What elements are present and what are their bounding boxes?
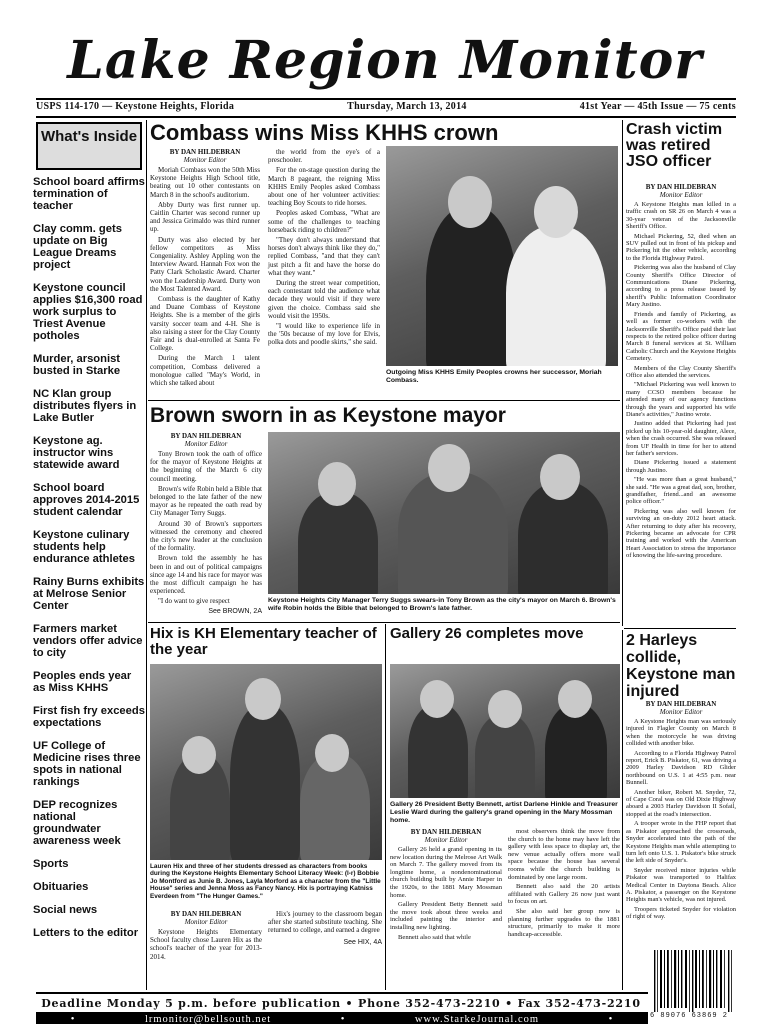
paragraph: "I would like to experience life in the '50s because of my love for Elvis, polka dots and poodle skirts," she said. xyxy=(268,322,380,347)
byline-role: Monitor Editor xyxy=(183,156,227,164)
paragraph: Bennett also said the 20 artists affiliated with Gallery 26 now just want to focus on art. xyxy=(508,883,620,906)
miss-khhs-col2 xyxy=(268,148,380,349)
paragraph: Hix's journey to the classroom began after she started substitute teaching. She returned to college, and earned a degree xyxy=(268,910,382,935)
index-item[interactable]: Letters to the editor xyxy=(33,927,139,939)
paragraph: "He was more than a great husband," she said. "He was a great dad, son, brother, grandfather, friend...and an awesome police officer." xyxy=(626,476,736,506)
index-item[interactable]: Keystone council applies $16,300 road work surplus to Triest Avenue potholes xyxy=(33,282,143,342)
crash-column-rule xyxy=(622,120,623,626)
paragraph: Tony Brown took the oath of office for the mayor of Keystone Heights at the beginning of the March 6 city council meeting. xyxy=(150,450,262,483)
paragraph: Another biker, Robert M. Snyder, 72, of Cape Coral was on Old Dixie Highway aboard a 2003 Harley Davidson II Sofail, stopped at the road's intersection. xyxy=(626,788,736,818)
index-item[interactable]: Clay comm. gets update on Big League Dreams project xyxy=(33,223,122,271)
harleys-top-rule xyxy=(624,628,736,629)
gallery-photo xyxy=(390,664,620,798)
index-item[interactable]: UF College of Medicine rises three spots in national rankings xyxy=(33,740,141,788)
byline: BY DAN HILDEBRAN xyxy=(645,183,717,191)
whats-inside-heading: What's Inside xyxy=(36,122,142,170)
paragraph: Gallery President Betty Bennett said the move took about three weeks and included painting the interior and installing new lighting. xyxy=(390,901,502,931)
hix-photo xyxy=(150,664,382,860)
index-item[interactable]: DEP recognizes national groundwater awareness week xyxy=(33,799,121,847)
index-list xyxy=(33,176,145,950)
paragraph: Keystone Heights Elementary School faculty chose Lauren Hix as the school's teacher of the year for 2013-2014. xyxy=(150,928,262,961)
gallery-caption: Gallery 26 President Betty Bennett, artist Darlene Hinkle and Treasurer Leslie Ward during the gallery's grand opening in the Mary Mossman home. xyxy=(390,801,618,824)
headline-miss-khhs: Combass wins Miss KHHS crown xyxy=(150,120,499,145)
headline-harleys: 2 Harleys collide, Keystone man injured xyxy=(626,632,736,700)
brown-caption: Keystone Heights City Manager Terry Suggs swears-in Tony Brown as the city's mayor on March 6. Brown's wife Robin holds the Bible that belonged to Brown's late father. xyxy=(268,597,616,612)
byline: BY DAN HILDEBRAN xyxy=(645,700,717,708)
paragraph: Members of the Clay County Sheriff's Office also attended the services. xyxy=(626,364,736,379)
paragraph: Brown told the assembly he has been in and out of political campaigns since age 14 and his race for mayor was the most difficult campaign he has experienced. xyxy=(150,554,262,596)
headline-gallery: Gallery 26 completes move xyxy=(390,625,584,642)
see-hix-jump[interactable]: See HIX, 4A xyxy=(343,938,382,946)
paragraph: Diane Pickering issued a statement through Justino. xyxy=(626,459,736,474)
miss-khhs-photo xyxy=(386,146,618,366)
paragraph: Justino added that Pickering had just picked up his 10-year-old daughter, Alece, when the crash occurred. She was released from UF Health in time for her to attend her father's services. xyxy=(626,420,736,457)
headline-crash: Crash victim was retired JSO officer xyxy=(626,121,723,170)
miss-khhs-caption: Outgoing Miss KHHS Emily Peoples crowns her successor, Moriah Combass. xyxy=(386,369,602,384)
paragraph: Pickering was also the husband of Clay County Sheriff's Office Director of Communications Diane Pickering, according to a press release issued by sheriff's Public Information Coordinator Mary Justino. xyxy=(626,264,736,309)
paragraph: During the March 1 talent competition, Combass delivered a monologue called "May's World, in which she talked about xyxy=(150,354,260,388)
byline-role: Monitor Editor xyxy=(184,918,228,926)
headline-brown: Brown sworn in as Keystone mayor xyxy=(150,404,506,427)
harleys-story xyxy=(626,700,736,923)
byline-role: Monitor Editor xyxy=(659,708,703,716)
brown-top-rule xyxy=(148,400,620,401)
gallery-col1 xyxy=(390,828,502,943)
paragraph: Pickering was also well known for surviving an on-duty 2012 heart attack. After returning to duty after his recovery, Pickering became an advocate for CPR training and worked with the American Heart Association to stress the importance of knowing the life-saving procedure. xyxy=(626,507,736,560)
paragraph: Moriah Combass won the 50th Miss Keystone Heights High School title, beating out 10 other contestants on March 8 in the school's auditorium. xyxy=(150,166,260,199)
see-brown-jump[interactable]: See BROWN, 2A xyxy=(208,607,262,615)
index-item[interactable]: Sports xyxy=(33,858,69,870)
footer-contact-bar xyxy=(36,1012,648,1024)
barcode-icon xyxy=(652,950,736,1012)
index-item[interactable]: Peoples ends year as Miss KHHS xyxy=(33,670,132,694)
paragraph: Combass is the daughter of Kathy and Duane Combass of Keystone Heights. She is a member of the girls varsity soccer team and 4-H. She is also raising a steer for the Clay County Fair and is dual-enrolled at Santa Fe College. xyxy=(150,295,260,353)
paragraph: During the street wear competition, each contestant told the audience what decade they would visit if they were given the choice. Combass said she would visit the 1950s. xyxy=(268,279,380,320)
paragraph: She also said her group now is planning further upgrades to the 1881 structure, primarily to make it more handicap-accessible. xyxy=(508,907,620,938)
paragraph: "They don't always understand that horses don't always think like they do," replied Combass, "and that they can't just pitch a fit and have the horse do what they want." xyxy=(268,236,380,277)
index-column-rule xyxy=(146,120,147,990)
masthead-title: Lake Region Monitor xyxy=(67,30,703,91)
paragraph: A Keystone Heights man killed in a traffic crash on SR 26 on March 4 was a 30-year veteran of the Jacksonville Sheriff's Office. xyxy=(626,201,736,231)
brown-story xyxy=(150,432,262,615)
paragraph: According to a Florida Highway Patrol report, Erick B. Piskator, 61, was driving a 2009 Harley Davidson RD Glider northbound on U.S. 1 at 4:55 p.m. near Bunnell. xyxy=(626,749,736,787)
paragraph: Peoples asked Combass, "What are some of the challenges to teaching horseback riding to children?" xyxy=(268,209,380,234)
index-item[interactable]: Murder, arsonist busted in Starke xyxy=(33,353,121,377)
byline-role: Monitor Editor xyxy=(424,836,468,844)
paragraph: "Michael Pickering was well known to many CCSO members because he attended many of our agency functions through the years and supported his wife Diane's activities," Justino wrote. xyxy=(626,381,736,418)
paragraph: Around 30 of Brown's supporters witnessed the ceremony and cheered the city's new leader at the conclusion of the formality. xyxy=(150,519,262,553)
harleys-column-rule xyxy=(622,630,623,990)
gallery-col2 xyxy=(508,828,620,940)
byline: BY DAN HILDEBRAN xyxy=(169,148,241,156)
paragraph: For the on-stage question during the March 8 pageant, the reigning Miss KHHS Emily Peoples asked Combass about one of her volunteer activities: teaching Boy Scouts to ride horses. xyxy=(268,166,380,208)
footer-website[interactable]: www.StarkeJournal.com xyxy=(414,1013,540,1024)
index-item[interactable]: First fish fry exceeds expectations xyxy=(33,705,145,729)
byline: BY DAN HILDEBRAN xyxy=(170,910,242,918)
masthead-rule xyxy=(36,98,736,100)
paragraph: Brown's wife Robin held a Bible that belonged to the late father of the new mayor as he repeated the oath read by City Manager Terry Suggs. xyxy=(150,484,262,518)
index-item[interactable]: NC Klan group distributes flyers in Lake Butler xyxy=(33,388,137,424)
paragraph: Snyder received minor injuries while Piskator was transported to Halifax Medical Center in Daytona Beach. Alice A. Piskator, a passenger on the Keystone Heights man's vehicle, was not injured. xyxy=(626,866,736,904)
footer-deadline: Deadline Monday 5 p.m. before publication • Phone 352-473-2210 • Fax 352-473-2210 xyxy=(41,997,641,1010)
headline-hix: Hix is KH Elementary teacher of the year xyxy=(150,625,377,658)
paragraph: Durty was also elected by her fellow competitors as Miss Congeniality. Ashley Appling won the Interview Award. Hannah Fox won the Patty Clark Scholastic Award. Charter won the Leadership Award. Durty won the Most Talented Award. xyxy=(150,235,260,293)
barcode-number: 6 89076 63869 2 xyxy=(650,1012,729,1020)
info-bar-rule xyxy=(36,116,736,118)
hix-top-rule xyxy=(148,622,620,623)
crash-story xyxy=(626,183,736,562)
paragraph: Troopers ticketed Snyder for violation of right of way. xyxy=(626,905,736,921)
hix-gallery-rule xyxy=(385,624,386,990)
index-item[interactable]: Rainy Burns exhibits at Melrose Senior Center xyxy=(33,576,145,612)
paragraph: A trooper wrote in the FHP report that as Piskator approached the crossroads, Snyder accelerated into the path of the Keystone Heights man while attempting to turn left onto U.S. 1. Piskator's bike struck the left side of Snyder's. xyxy=(626,820,736,865)
bullet-icon: • xyxy=(608,1013,614,1024)
index-item[interactable]: Farmers market vendors offer advice to city xyxy=(33,623,143,659)
paragraph: Friends and family of Pickering, as well as former co-workers with the Jacksonville Sheriff's Office paid their last respects to the retired police officer during March 8 funeral services at St. William Catholic Church and the Keystone Heights Cemetery. xyxy=(626,310,736,363)
paragraph: the world from the eye's of a preschooler. xyxy=(268,148,380,165)
hix-col2 xyxy=(268,910,382,946)
index-item[interactable]: School board approves 2014-2015 student calendar xyxy=(33,482,140,518)
bullet-icon: • xyxy=(340,1013,346,1024)
index-item[interactable]: Social news xyxy=(33,904,98,916)
byline-role: Monitor Editor xyxy=(184,440,228,448)
index-item[interactable]: Keystone culinary students help endurance athletes xyxy=(33,529,135,565)
paragraph: Gallery 26 held a grand opening in its new location during the Melrose Art Walk on March 7. The gallery moved from its longtime home, a nondenominational church building built by Annie Harper in the 1920s, to the 1881 Mary Mossman home. xyxy=(390,846,502,899)
hix-col1 xyxy=(150,910,262,963)
paragraph: "I do want to give respect xyxy=(158,597,230,606)
footer-email[interactable]: lrmonitor@bellsouth.net xyxy=(144,1013,272,1024)
paragraph: Bennett also said that while xyxy=(398,933,471,941)
bullet-icon: • xyxy=(70,1013,76,1024)
footer-rule xyxy=(36,992,648,994)
hix-caption: Lauren Hix and three of her students dressed as characters from books during the Keystone Heights Elementary School Literacy Week: (l-r) Bobbie Jo Montford as Junie B. Jones, Layla Morford as a character from the "Little House" series and Jenna Moss as Fancy Nancy. Hix is portraying Katniss Everdeen from "The Hunger Games." xyxy=(150,863,381,900)
index-item[interactable]: Obituaries xyxy=(33,881,89,893)
miss-khhs-col1 xyxy=(150,148,260,389)
usps-line: USPS 114-170 — Keystone Heights, Florida xyxy=(36,101,235,112)
issue-date: Thursday, March 13, 2014 xyxy=(347,101,467,112)
paragraph: most observers think the move from the church to the home may have left the gallery with less space to display art, the new venue actually offers more wall space because the house has several rooms while the church building is dominated by one large room. xyxy=(508,828,620,881)
info-bar xyxy=(36,101,736,112)
paragraph: Michael Pickering, 52, died when an SUV pulled out in front of his pickup and Pickering hit the other vehicle, according to the Florida Highway Patrol. xyxy=(626,232,736,262)
paragraph: Abby Durty was first runner up. Caitlin Charter was second runner up and Jessica Grimaldo was third runner up. xyxy=(150,200,260,234)
paragraph: A Keystone Heights man was seriously injured in Flagler County on March 8 when the motorcycle he was driving collided with another bike. xyxy=(626,718,736,748)
byline: BY DAN HILDEBRAN xyxy=(410,828,482,836)
index-item[interactable]: Keystone ag. instructor wins statewide award xyxy=(33,435,120,471)
byline-role: Monitor Editor xyxy=(659,191,703,199)
byline: BY DAN HILDEBRAN xyxy=(170,432,242,440)
issue-number: 41st Year — 45th Issue — 75 cents xyxy=(579,101,736,112)
index-item[interactable]: School board affirms termination of teacher xyxy=(33,176,145,212)
brown-photo xyxy=(268,432,620,594)
